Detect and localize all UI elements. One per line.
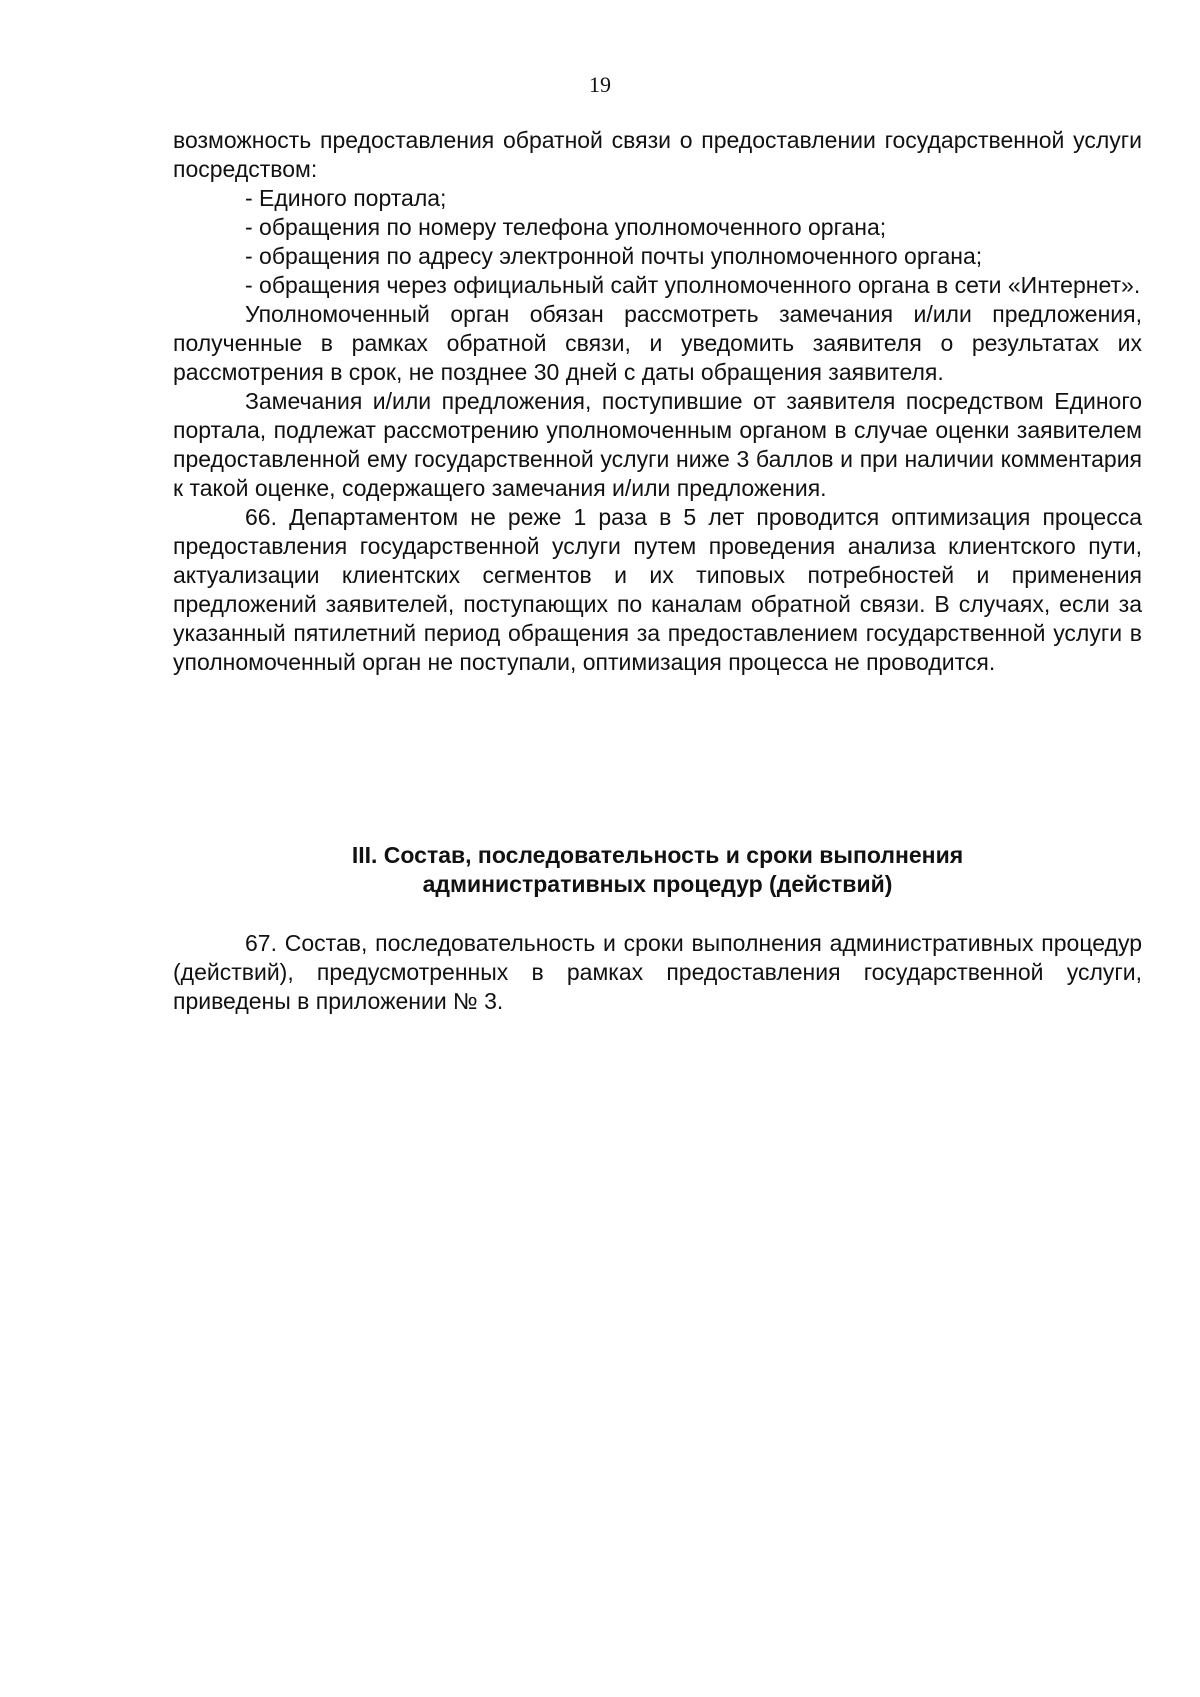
section-heading-line-1: III. Состав, последовательность и сроки выполнения	[351, 842, 964, 868]
document-body	[173, 126, 1142, 677]
section-heading	[173, 841, 1142, 899]
list-item-phone: - обращения по номеру телефона уполномоченного органа;	[245, 214, 887, 240]
list-item-portal: - Единого портала;	[245, 185, 447, 211]
section-body	[173, 929, 1142, 1016]
page-number: 19	[589, 72, 611, 97]
paragraph-67-procedures: 67. Состав, последовательность и сроки выполнения административных процедур (действий), предусмотренных в рамках предоставления государственной услуги, приведены в приложении № 3.	[173, 930, 1142, 1014]
section-heading-line-2: административных процедур (действий)	[422, 871, 893, 897]
paragraph-feedback-intro: возможность предоставления обратной связи о предоставлении государственной услуги посредством:	[173, 127, 1142, 182]
list-item-email: - обращения по адресу электронной почты уполномоченного органа;	[245, 243, 983, 269]
paragraph-66-optimization: 66. Департаментом не реже 1 раза в 5 лет проводится оптимизация процесса предоставления государственной услуги путем проведения анализа клиентского пути, актуализации клиентских сегментов и их типовых потребностей и применения предложений заявителей, поступающих по каналам обратной связи. В случаях, если за указанный пятилетний период обращения за предоставлением государственной услуги в уполномоченный орган не поступали, оптимизация процесса не проводится.	[173, 504, 1142, 675]
list-item-website: - обращения через официальный сайт уполномоченного органа в сети «Интернет».	[245, 272, 1141, 298]
paragraph-review-deadline: Уполномоченный орган обязан рассмотреть замечания и/или предложения, полученные в рамках обратной связи, и уведомить заявителя о результатах их рассмотрения в срок, не позднее 30 дней с даты обращения заявителя.	[173, 301, 1142, 385]
paragraph-portal-remarks: Замечания и/или предложения, поступившие от заявителя посредством Единого портала, подлежат рассмотрению уполномоченным органом в случае оценки заявителем предоставленной ему государственной услуги ниже 3 баллов и при наличии комментария к такой оценке, содержащего замечания и/или предложения.	[173, 388, 1142, 501]
